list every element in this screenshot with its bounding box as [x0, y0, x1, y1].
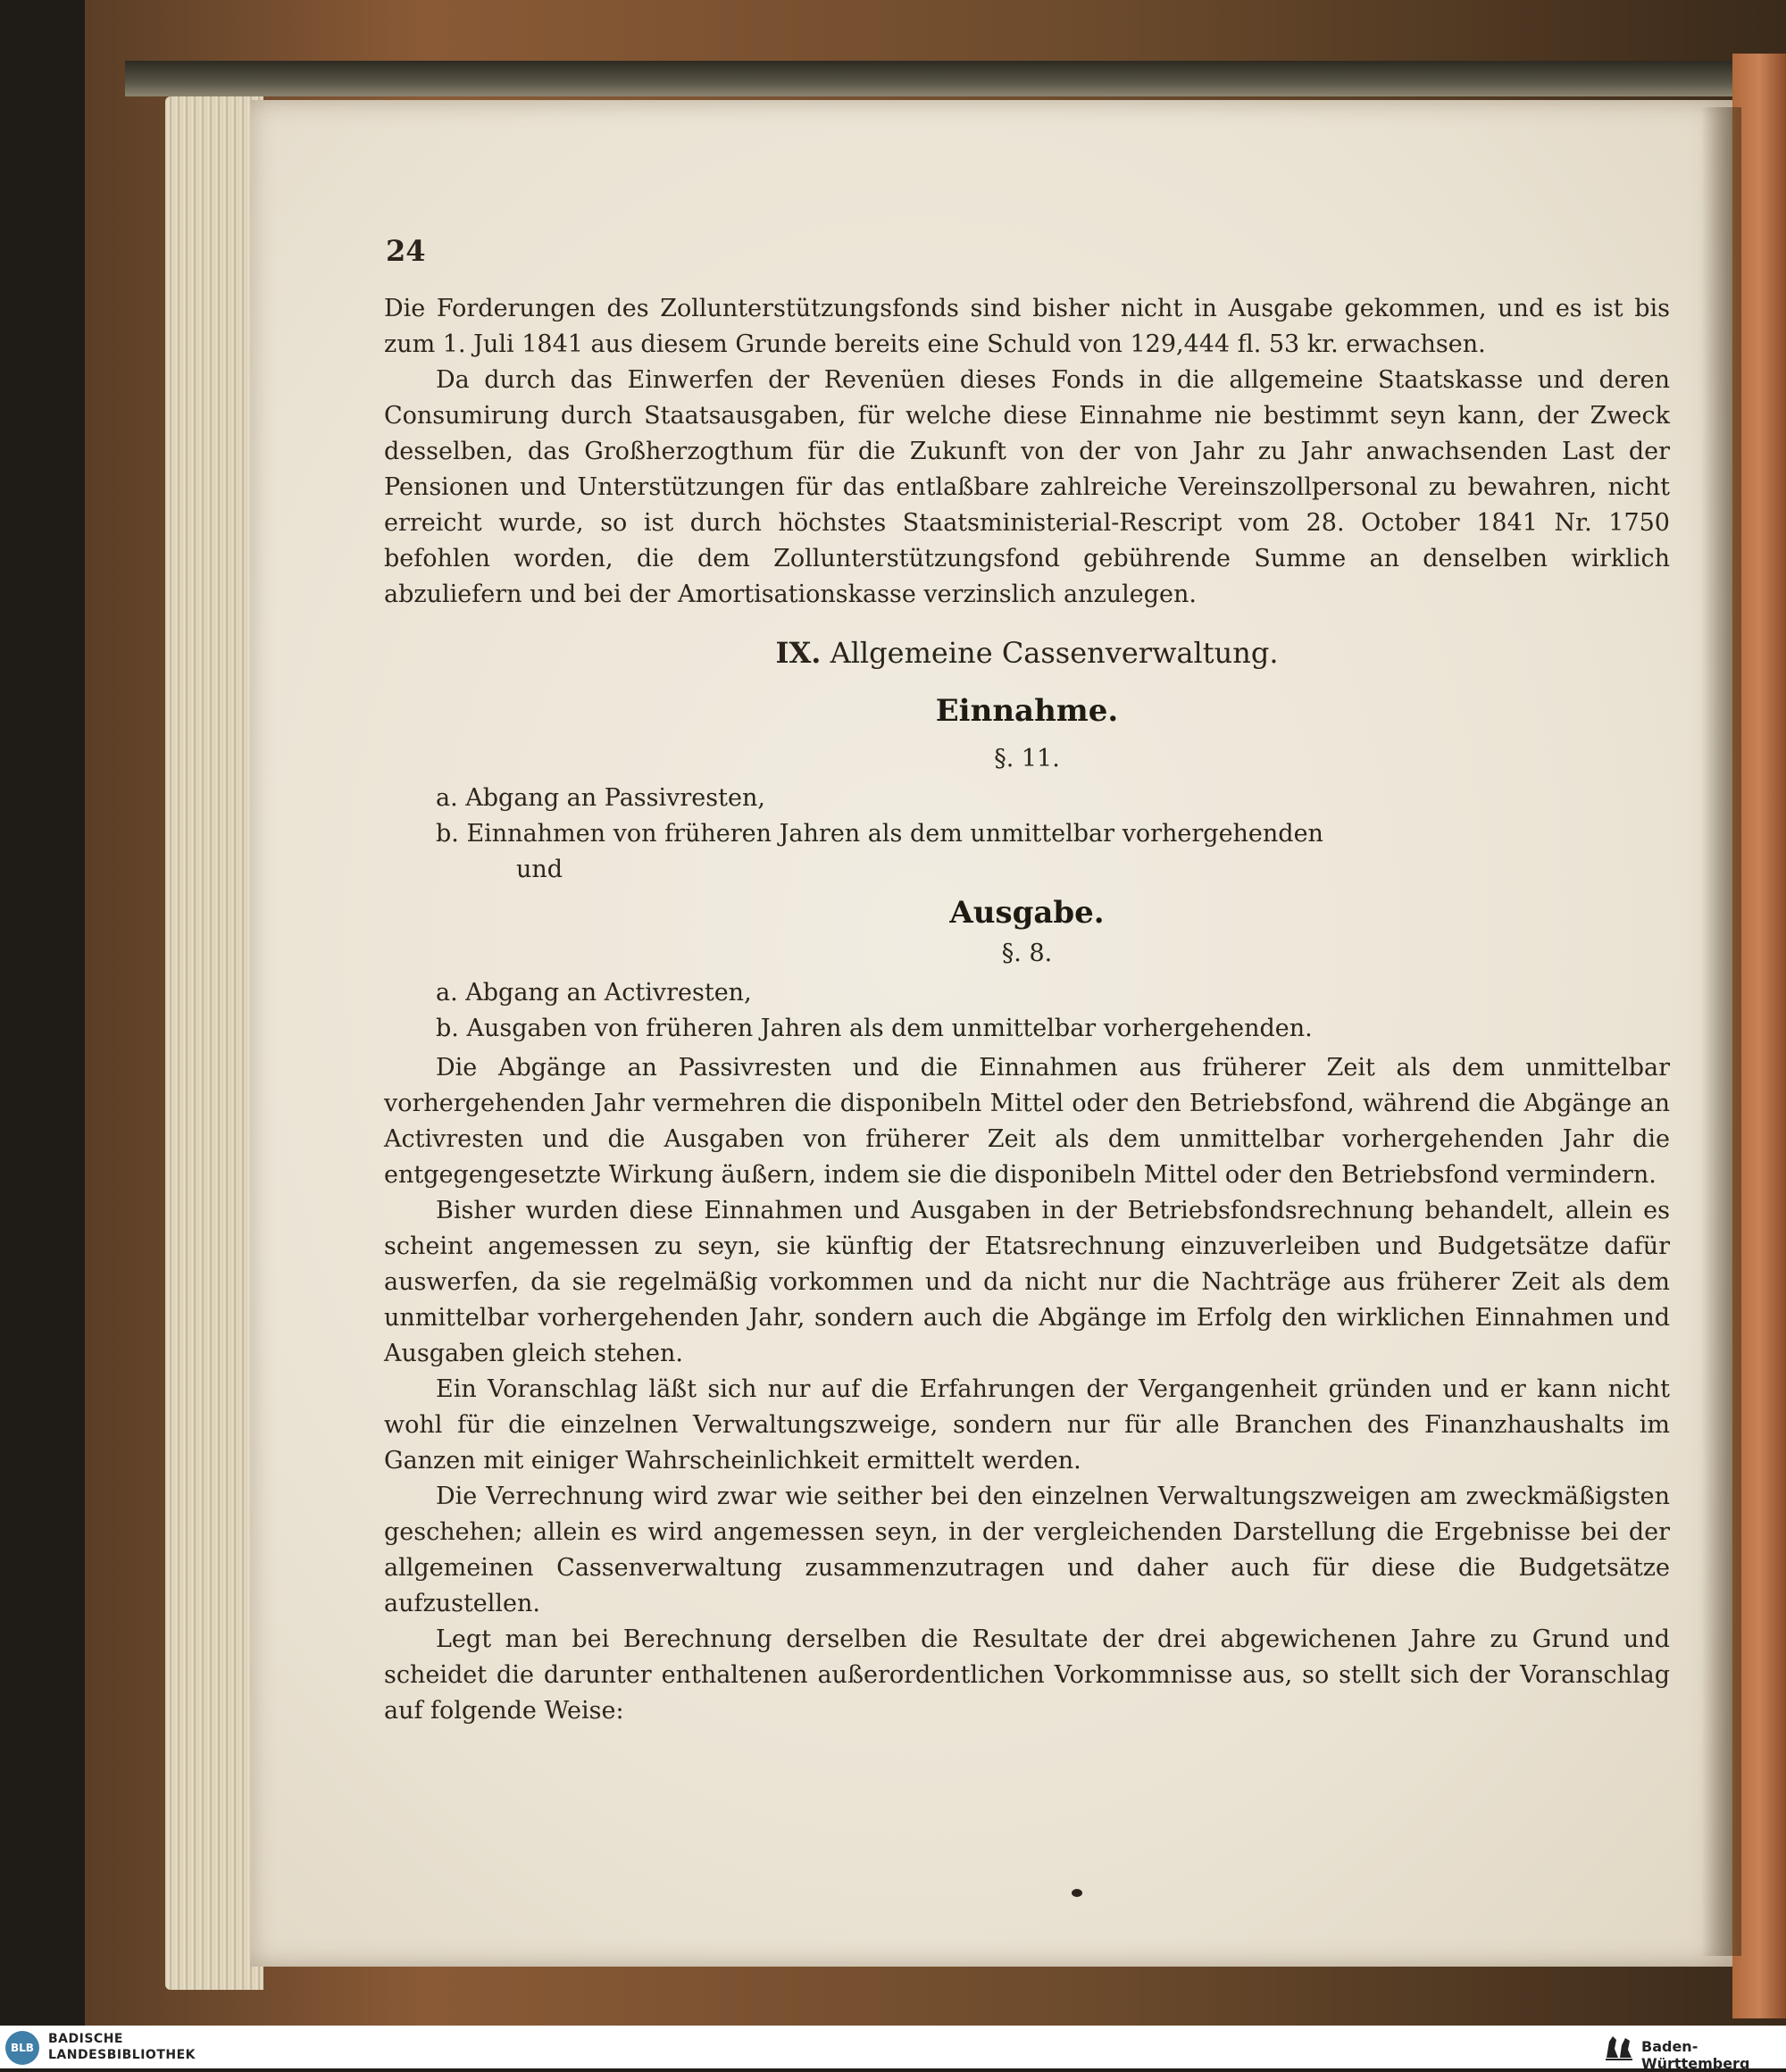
- einnahme-list: [436, 781, 1323, 852]
- section-heading: [384, 636, 1670, 670]
- ausgabe-list: [436, 975, 1313, 1047]
- state-name: Baden-Württemberg: [1641, 2038, 1750, 2072]
- intro-text: [384, 291, 1670, 613]
- body-paragraph: Ein Voranschlag läßt sich nur auf die Erfahrungen der Vergangenheit gründen und er kann nicht wohl für die einzelnen Verwaltungszweige, sondern nur für alle Branchen des Finanzhaushalts im Ganzen mit einiger Wahrscheinlichkeit ermittelt werden.: [384, 1375, 1670, 1475]
- list-item: a. Abgang an Passivresten,: [436, 784, 765, 812]
- list-item: a. Abgang an Activresten,: [436, 979, 752, 1007]
- conjunction: und: [516, 856, 563, 883]
- book-top-edge: [125, 61, 1732, 96]
- list-item: b. Einnahmen von früheren Jahren als dem unmittelbar vorhergehenden: [436, 820, 1323, 848]
- einnahme-heading: Einnahme.: [935, 693, 1119, 729]
- ink-mark: [1072, 1889, 1082, 1897]
- body-paragraph: Die Verrechnung wird zwar wie seither bei den einzelnen Verwaltungszweigen am zweckmäßigsten geschehen; allein es wird angemessen seyn, in der vergleichenden Darstellung die Ergebnisse bei der allgemeinen Cassenverwaltung zusammenzutragen und daher auch für diese die Budgetsätze aufzustellen.: [384, 1483, 1670, 1617]
- page-edges: [165, 96, 263, 1990]
- ausgabe-paragraph-number: §. 8.: [1001, 940, 1053, 967]
- section-title: Allgemeine Cassenverwaltung.: [830, 636, 1279, 670]
- body-paragraph: Bisher wurden diese Einnahmen und Ausgaben in der Betriebsfondsrechnung behandelt, allein es scheint angemessen zu seyn, sie künftig der Etatsrechnung einzuverleiben und Budgetsätze dafür auswerfen, da sie regelmäßig vorkommen und da nicht nur die Nachträge aus früherer Zeit als dem unmittelbar vorhergehenden Jahr, sondern auch die Abgänge im Erfolg den wirklichen Einnahmen und Ausgaben gleich stehen.: [384, 1197, 1670, 1367]
- library-name-line: BADISCHE: [48, 2032, 123, 2046]
- body-paragraph: Legt man bei Berechnung derselben die Resultate der drei abgewichenen Jahre zu Grund und scheidet die darunter enthaltenen außerordentlichen Vorkommnisse aus, so stellt sich der Voranschlag auf folgende Weise:: [384, 1625, 1670, 1725]
- intro-paragraph: Da durch das Einwerfen der Revenüen dieses Fonds in die allgemeine Staatskasse und deren Consumirung durch Staatsausgaben, für welche diese Einnahme nie bestimmt seyn kann, der Zweck desselben, das Großherzogthum für die Zukunft von der von Jahr zu Jahr anwachsenden Last der Pensionen und Unterstützungen für das entlaßbare zahlreiche Vereinszollpersonal zu bewahren, nicht erreicht wurde, so ist durch höchstes Staatsministerial-Rescript vom 28. October 1841 Nr. 1750 befohlen worden, die dem Zollunterstützungsfond gebührende Summe an denselben wirklich abzuliefern und bei der Amortisationskasse verzinslich anzulegen.: [384, 366, 1670, 608]
- blb-logo-icon[interactable]: BLB: [5, 2031, 39, 2065]
- spine-shadow: [1701, 107, 1741, 1956]
- list-item: b. Ausgaben von früheren Jahren als dem unmittelbar vorhergehenden.: [436, 1015, 1313, 1042]
- intro-paragraph: Die Forderungen des Zollunterstützungsfonds sind bisher nicht in Ausgabe gekommen, und es ist bis zum 1. Juli 1841 aus diesem Grunde bereits eine Schuld von 129,444 fl. 53 kr. erwachsen.: [384, 295, 1670, 358]
- einnahme-paragraph-number: §. 11.: [994, 745, 1060, 773]
- body-text: [384, 1050, 1670, 1729]
- baden-wuerttemberg-lions-icon[interactable]: [1604, 2033, 1634, 2061]
- viewer-footer: [0, 2026, 1786, 2068]
- ausgabe-heading: Ausgabe.: [949, 895, 1105, 931]
- library-name-line: LANDESBIBLIOTHEK: [48, 2048, 196, 2062]
- page-number: 24: [386, 234, 426, 268]
- library-name: [48, 2031, 196, 2063]
- body-paragraph: Die Abgänge an Passivresten und die Einnahmen aus früherer Zeit als dem unmittelbar vorhergehenden Jahr vermehren die disponibeln Mittel oder den Betriebsfond, während die Abgänge an Activresten und die Ausgaben von früherer Zeit als dem unmittelbar vorhergehenden Jahr die entgegengesetzte Wirkung äußern, indem sie die disponibeln Mittel oder den Betriebsfond vermindern.: [384, 1054, 1670, 1189]
- section-numeral: IX.: [775, 636, 822, 670]
